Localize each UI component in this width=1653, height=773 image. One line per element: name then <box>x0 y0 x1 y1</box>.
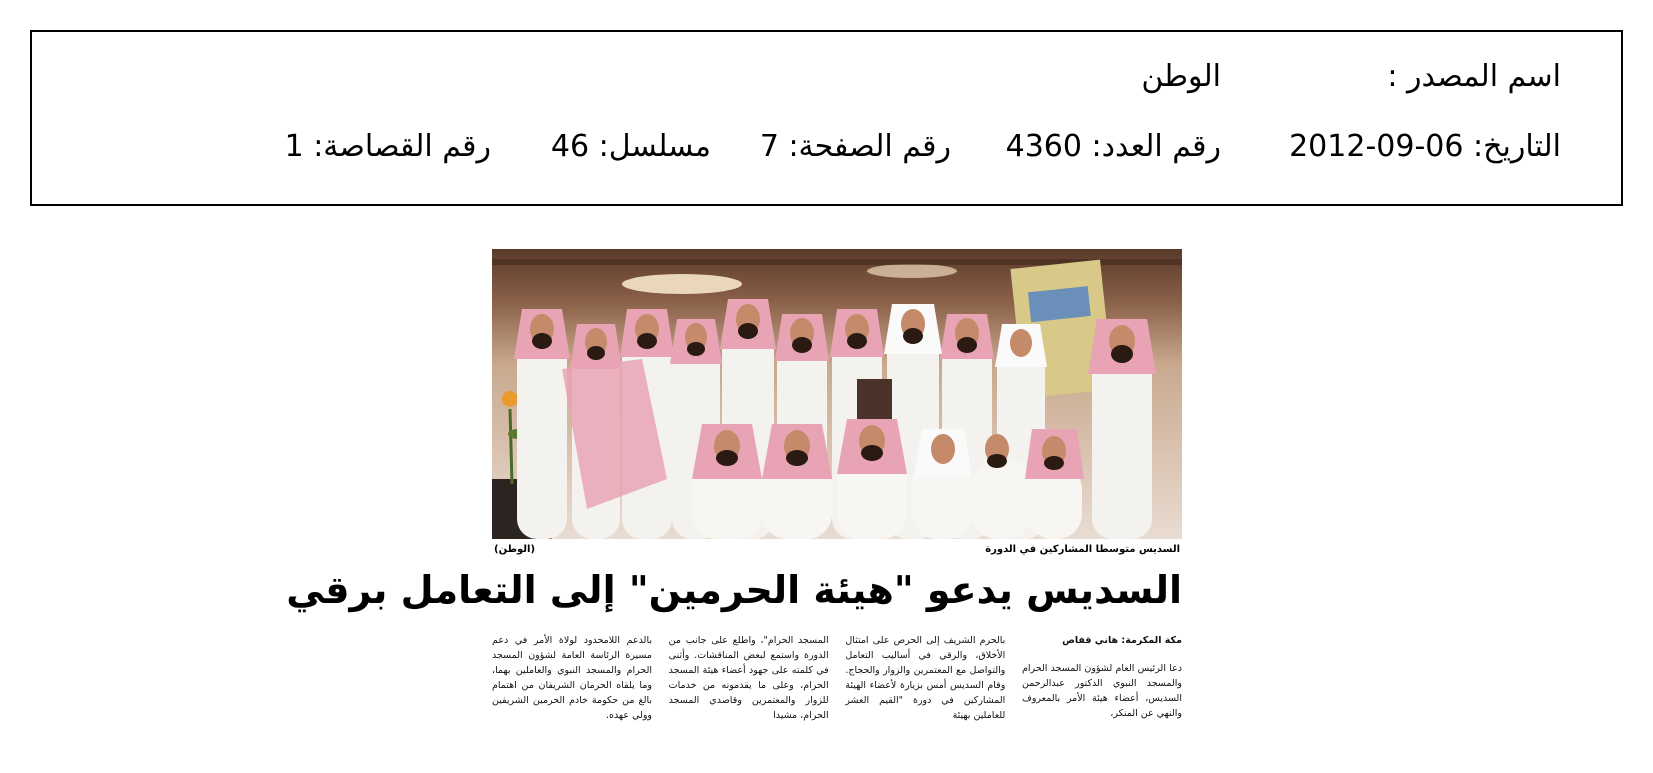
article-column-text: دعا الرئيس العام لشؤون المسجد الحرام والمسجد النبوي الدكتور عبدالرحمن السديس، أعضاء هيئة الأمر بالمعروف والنهي عن المنكر، <box>1021 663 1182 719</box>
article-column-1 <box>1022 633 1182 743</box>
serial-field: مسلسل: 46 <box>550 129 711 164</box>
article-byline: مكة المكرمة: هاني قفاص <box>1062 635 1182 646</box>
article-column-text: بالحرم الشريف إلى الحرص على امتثال الأخلاق، والرقي في أساليب التعامل والتواصل مع المعتمرين والزوار والحجاج. وقام السديس أمس بزيارة لأعضاء الهيئة المشاركين في دورة "القيم العشر للعاملين بهيئة <box>845 635 1006 721</box>
date-field: التاريخ: 06-09-2012 <box>1289 129 1561 164</box>
article-photo <box>492 249 1182 539</box>
clip-number-field: رقم القصاصة: 1 <box>284 129 491 164</box>
photo-credit: (الوطن) <box>494 544 536 555</box>
page-number-field: رقم الصفحة: 7 <box>759 129 951 164</box>
group-photo-illustration <box>492 249 1182 539</box>
source-metadata-box <box>30 30 1623 206</box>
article-column-text: بالدعم اللامحدود لولاة الأمر في دعم مسيرة الرئاسة العامة لشؤون المسجد الحرام والمسجد النبوي والعاملين بهما، وما يلقاه الحرمان الشريفان من اهتمام بالغ من حكومة خادم الحرمين الشريفين وولي عهده. <box>492 635 652 721</box>
source-value: الوطن <box>1141 59 1221 94</box>
article-headline: السديس يدعو "هيئة الحرمين" إلى التعامل برقي <box>286 568 1182 612</box>
article-column-text: المسجد الحرام"، واطلع على جانب من الدورة واستمع لبعض المناقشات. وأثنى في كلمته على جهود أعضاء هيئة المسجد الحرام، وعلى ما يقدمونه من خدمات للزوار والمعتمرين وقاصدي المسجد الحرام، مشيدا <box>668 635 829 721</box>
article-column-4 <box>492 633 652 743</box>
source-label: اسم المصدر : <box>1387 59 1561 94</box>
photo-caption: السديس متوسطا المشاركين في الدورة <box>985 544 1180 555</box>
article-column-3 <box>669 633 829 743</box>
article-body <box>492 633 1182 743</box>
photo-caption-row <box>492 542 1182 558</box>
article-column-2 <box>845 633 1005 743</box>
newspaper-clipping <box>286 249 1182 749</box>
issue-number-field: رقم العدد: 4360 <box>1005 129 1221 164</box>
